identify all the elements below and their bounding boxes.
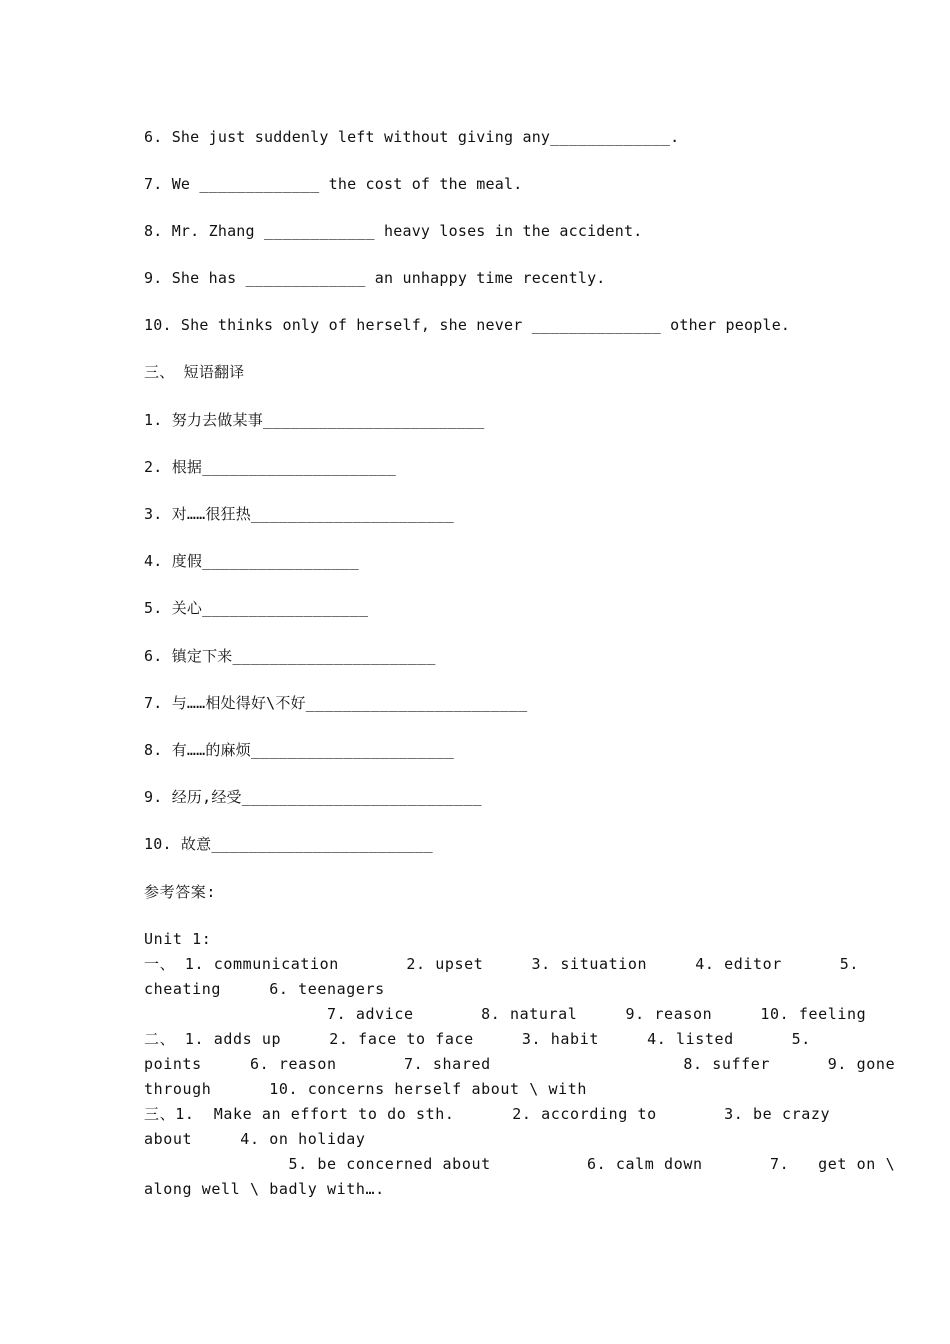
answer-key-heading: 参考答案: <box>144 883 217 901</box>
fill-in-item: 6. She just suddenly left without giving any_____________. <box>144 128 680 146</box>
answer-line: 三、1. Make an effort to do sth. 2. according to 3. be crazy <box>144 1105 831 1123</box>
fill-in-item: 9. She has _____________ an unhappy time recently. <box>144 269 606 287</box>
fill-in-item: 8. Mr. Zhang ____________ heavy loses in the accident. <box>144 222 643 240</box>
answer-line: 二、 1. adds up 2. face to face 3. habit 4. listed 5. <box>144 1030 811 1048</box>
translation-item: 4. 度假_________________ <box>144 552 360 570</box>
answer-line: points 6. reason 7. shared 8. suffer 9. gone <box>144 1055 896 1073</box>
answer-line: 7. advice 8. natural 9. reason 10. feeling <box>144 1005 867 1023</box>
translation-item: 3. 对……很狂热______________________ <box>144 505 455 523</box>
answer-line: along well \ badly with…. <box>144 1180 385 1198</box>
translation-item: 8. 有……的麻烦______________________ <box>144 741 455 759</box>
translation-item: 10. 故意________________________ <box>144 835 433 853</box>
translation-item: 5. 关心__________________ <box>144 599 369 617</box>
answer-line: 5. be concerned about 6. calm down 7. get on \ <box>144 1155 896 1173</box>
translation-item: 6. 镇定下来______________________ <box>144 647 436 665</box>
answer-line: about 4. on holiday <box>144 1130 366 1148</box>
fill-in-item: 7. We _____________ the cost of the meal. <box>144 175 523 193</box>
answer-line: cheating 6. teenagers <box>144 980 385 998</box>
translation-item: 7. 与……相处得好\不好________________________ <box>144 694 528 712</box>
translation-item: 2. 根据_____________________ <box>144 458 396 476</box>
section-heading: 三、 短语翻译 <box>144 363 245 381</box>
answer-line: through 10. concerns herself about \ with <box>144 1080 588 1098</box>
fill-in-item: 10. She thinks only of herself, she never ______________ other people. <box>144 316 791 334</box>
answer-line: 一、 1. communication 2. upset 3. situation 4. editor 5. <box>144 955 859 973</box>
translation-item: 1. 努力去做某事________________________ <box>144 411 485 429</box>
translation-item: 9. 经历,经受__________________________ <box>144 788 482 806</box>
answer-line: Unit 1: <box>144 930 212 948</box>
